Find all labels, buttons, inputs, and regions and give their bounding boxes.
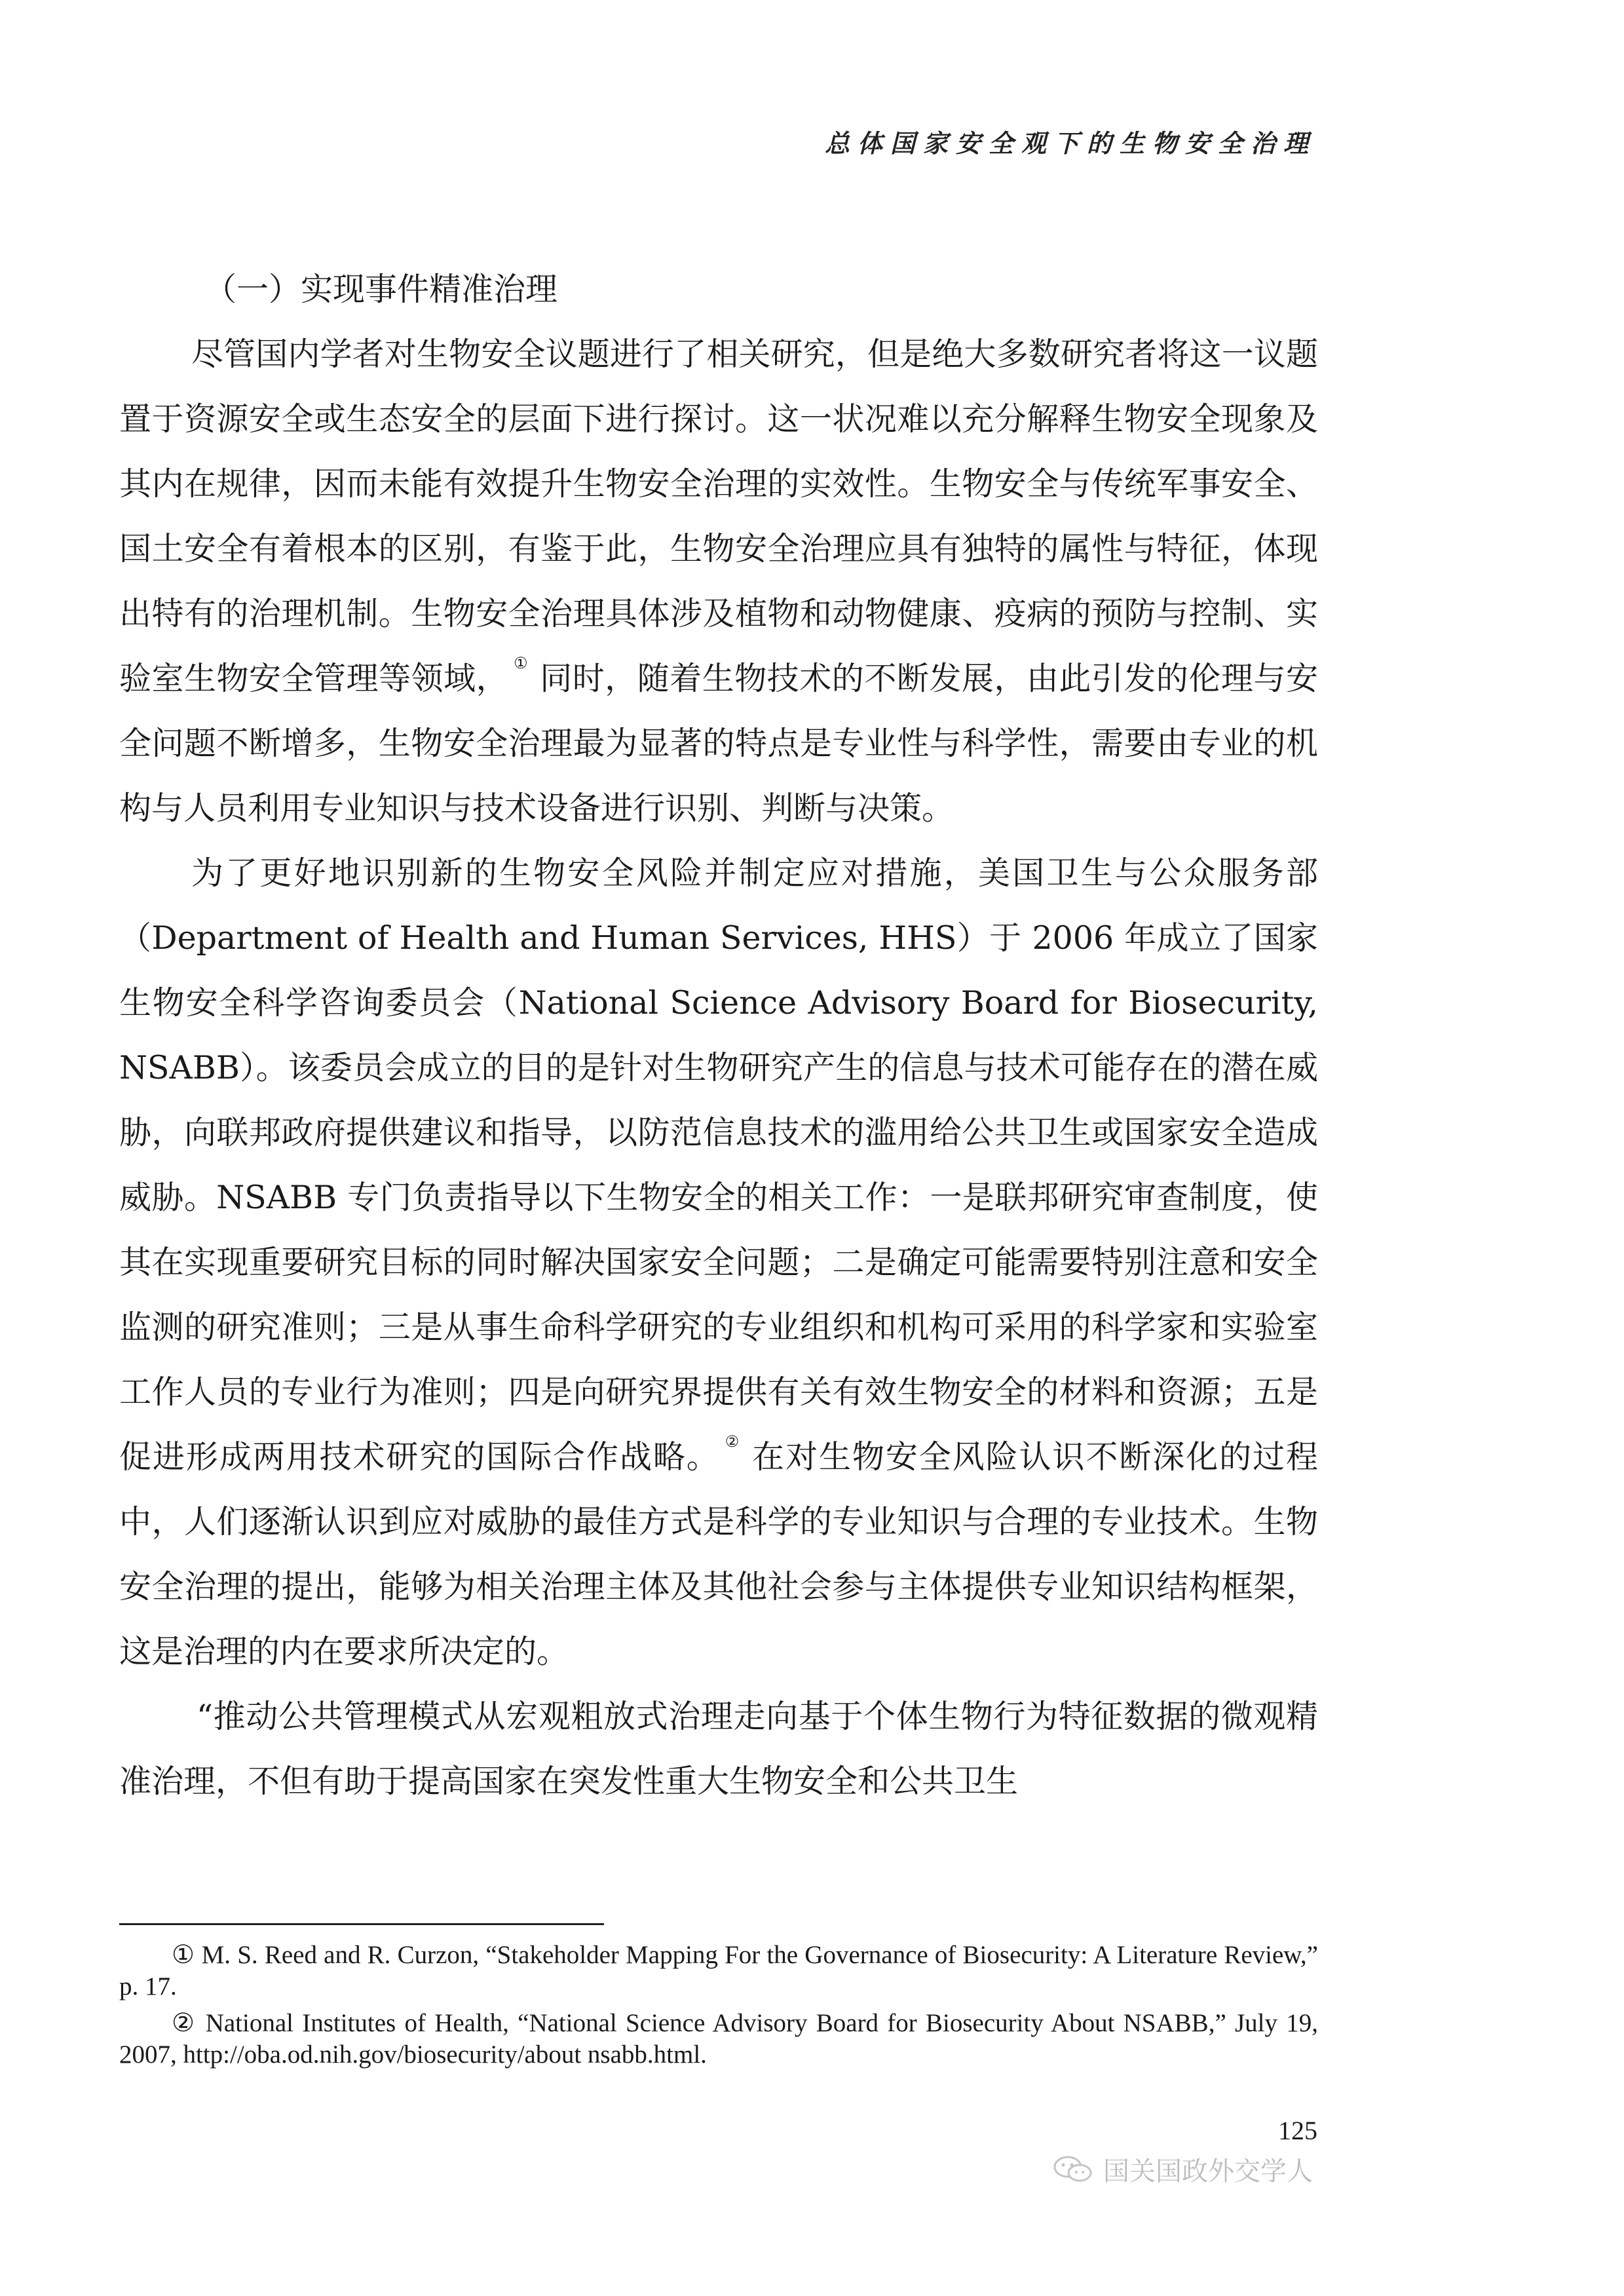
- paragraph-1: [119, 322, 1318, 841]
- wechat-icon: [1052, 2155, 1094, 2184]
- paragraph-1-text-b: 同时，随着生物技术的不断发展，由此引发的伦理与安全问题不断增多，生物安全治理最为显著的特点是专业性与科学性，需要由专业的机构与人员利用专业知识与技术设备进行识别、判断与决策。: [119, 660, 1318, 827]
- footnote-2: ② National Institutes of Health, “National Science Advisory Board for Biosecurity About NSABB,” July 19, 2007, http://oba.od.nih.gov/biosecurity/about nsabb.html.: [119, 2009, 1318, 2069]
- paragraph-1-text-a: 尽管国内学者对生物安全议题进行了相关研究，但是绝大多数研究者将这一议题置于资源安全或生态安全的层面下进行探讨。这一状况难以充分解释生物安全现象及其内在规律，因而未能有效提升生物安全治理的实效性。生物安全与传统军事安全、国土安全有着根本的区别，有鉴于此，生物安全治理应具有独特的属性与特征，体现出特有的治理机制。生物安全治理具体涉及植物和动物健康、疫病的预防与控制、实验室生物安全管理等领域，: [119, 335, 1318, 697]
- footnote-divider: [119, 1923, 604, 1925]
- watermark-text: 国关国政外交学人: [1103, 2156, 1313, 2187]
- paragraph-3: “推动公共管理模式从宏观粗放式治理走向基于个体生物行为特征数据的微观精准治理，不但有助于提高国家在突发性重大生物安全和公共卫生: [119, 1698, 1318, 1800]
- footnote-ref-2[interactable]: ②: [725, 1432, 741, 1451]
- page-number: 125: [1278, 2116, 1317, 2145]
- running-title: 总体国家安全观下的生物安全治理: [824, 128, 1316, 158]
- footnote-ref-1[interactable]: ①: [514, 654, 529, 672]
- footnote-1: ① M. S. Reed and R. Curzon, “Stakeholder Mapping For the Governance of Biosecurity: A Literature Review,” p. 17.: [119, 1941, 1318, 2000]
- paragraph-2: [119, 841, 1318, 1684]
- paragraph-2-text-a: 为了更好地识别新的生物安全风险并制定应对措施，美国卫生与公众服务部（Department of Health and Human Services, HHS）于 2006 年成立了国家生物安全科学咨询委员会（National Science Advisory Board for Biosecurity, NSABB）。该委员会成立的目的是针对生物研究产生的信息与技术可能存在的潜在威胁，向联邦政府提供建议和指导，以防范信息技术的滥用给公共卫生或国家安全造成威胁。NSABB 专门负责指导以下生物安全的相关工作：一是联邦研究审查制度，使其在实现重要研究目标的同时解决国家安全问题；二是确定可能需要特别注意和安全监测的研究准则；三是从事生命科学研究的专业组织和机构可采用的科学家和实验室工作人员的专业行为准则；四是向研究界提供有关有效生物安全的材料和资源；五是促进形成两用技术研究的国际合作战略。: [119, 854, 1318, 1476]
- body-text: [119, 257, 1318, 1814]
- paragraph-2-text-b: 在对生物安全风险认识不断深化的过程中，人们逐渐认识到应对威胁的最佳方式是科学的专业知识与合理的专业技术。生物安全治理的提出，能够为相关治理主体及其他社会参与主体提供专业知识结构框架，这是治理的内在要求所决定的。: [119, 1438, 1318, 1670]
- section-heading: （一）实现事件精准治理: [204, 271, 558, 308]
- footnotes: [119, 1940, 1318, 2076]
- watermark: [1052, 2151, 1313, 2188]
